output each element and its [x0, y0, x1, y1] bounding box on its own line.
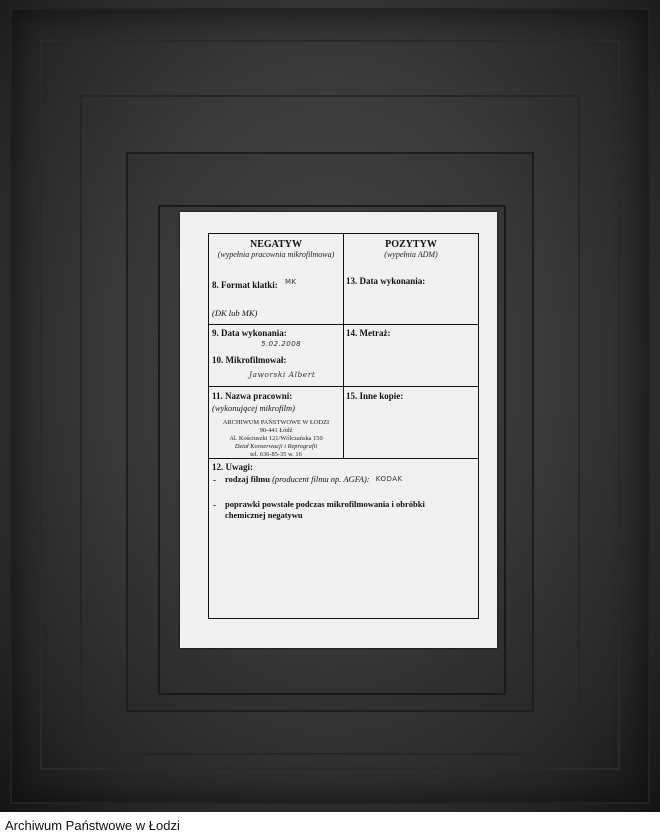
negatyw-title: NEGATYW [249, 239, 303, 250]
negatyw-subtitle: (wypełnia pracownia mikrofilmowa) [217, 250, 335, 259]
pozytyw-cell [344, 234, 478, 324]
stamp-line: ARCHIWUM PAŃSTWOWE W ŁODZI [222, 419, 330, 426]
rodzaj-filmu-label: rodzaj filmu [225, 474, 270, 484]
format-klatki-value: MK [285, 278, 297, 286]
uwagi-bullet: - [213, 475, 216, 485]
poprawki-line: chemicznej negatywu [225, 510, 303, 520]
nazwa-pracowni-hint: (wykonującej mikrofilm) [212, 403, 296, 413]
record-form-table [208, 233, 479, 619]
uwagi-bullet: - [213, 500, 216, 510]
nazwa-pracowni-cell [209, 387, 343, 458]
negatyw-cell [209, 234, 343, 324]
data-wykonania-pozytyw-label: 13. Data wykonania: [346, 276, 426, 286]
mikrofilmowal-label: 10. Mikrofilmował: [212, 355, 287, 365]
format-klatki-hint: (DK lub MK) [212, 308, 258, 318]
stamp-line: 90-441 Łódź [259, 427, 293, 434]
uwagi-item-poprawki [225, 499, 425, 521]
rodzaj-filmu-hint: (producent filmu np. AGFA): [272, 474, 370, 484]
nazwa-pracowni-label: 11. Nazwa pracowni: [212, 391, 293, 401]
poprawki-line: poprawki powstałe podczas mikrofilmowania i obróbki [225, 499, 425, 509]
footer-archive-name: Archiwum Państwowe w Łodzi [5, 818, 180, 833]
uwagi-cell [209, 459, 478, 619]
data-wykonania-value: 5.02.2008 [261, 340, 302, 348]
mikrofilmowal-signature: Jaworski Albert [249, 370, 316, 379]
uwagi-item-rodzaj-filmu [225, 474, 403, 486]
format-klatki-label: 8. Format klatki: [212, 280, 278, 290]
inne-kopie-label: 15. Inne kopie: [346, 391, 404, 401]
data-wykonania-label: 9. Data wykonania: [212, 328, 287, 338]
uwagi-label: 12. Uwagi: [212, 462, 253, 472]
microfilm-record-card [180, 212, 497, 648]
stamp-line: Dział Konserwacji i Reprografii [234, 443, 318, 450]
footer-bar [0, 812, 660, 840]
data-mikrofilmowal-cell [209, 325, 343, 386]
metraz-cell [344, 325, 478, 386]
stamp-line: tel. 636-85-35 w. 16 [250, 451, 302, 458]
rodzaj-filmu-value: KODAK [375, 475, 403, 483]
stamp-line: Al. Kościuszki 121/Wólczańska 150 [229, 435, 323, 442]
pozytyw-title: POZYTYW [385, 239, 437, 250]
archive-stamp [209, 419, 343, 459]
inne-kopie-cell [344, 387, 478, 458]
pozytyw-subtitle: (wypełnia ADM) [384, 250, 438, 259]
metraz-label: 14. Metraż: [346, 328, 391, 338]
